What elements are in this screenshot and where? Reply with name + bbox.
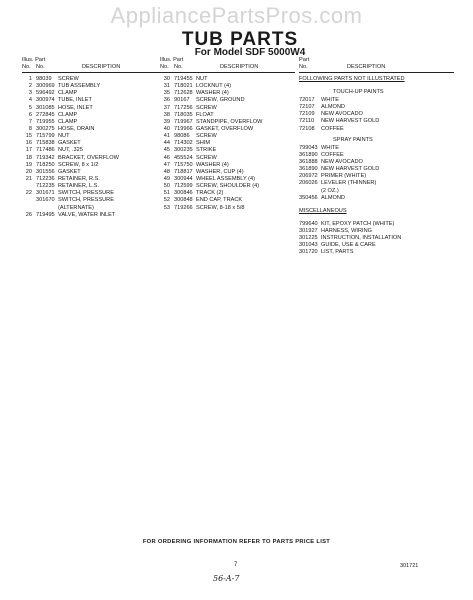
part-number: 98039	[36, 76, 52, 82]
part-number: 717486	[36, 147, 55, 154]
parts-row	[22, 169, 160, 176]
part-description: SCREW, 8 x 1/2	[58, 161, 99, 168]
parts-row	[299, 118, 454, 125]
parts-row	[299, 97, 454, 104]
illus-number: 51	[163, 190, 170, 197]
parts-row	[160, 112, 295, 119]
part-number: 719455	[174, 76, 193, 82]
part-description: WHITE	[321, 144, 340, 151]
part-description: LEVELER (THINNER)	[321, 180, 377, 187]
part-number: 300974	[36, 97, 55, 104]
part-number: 719967	[174, 118, 193, 125]
parts-row	[22, 119, 160, 126]
part-number: 714302	[174, 140, 193, 147]
part-number: 300275	[36, 125, 55, 132]
illus-number: 39	[163, 118, 170, 125]
part-description: END CAP, TRACK	[196, 197, 243, 204]
illus-number: 7	[28, 118, 32, 125]
illus-number: 22	[25, 190, 32, 197]
part-description: TUB ASSEMBLY	[58, 83, 101, 90]
part-number: 718250	[36, 161, 55, 168]
header-part-no: No.	[174, 63, 183, 70]
page-title: TUB PARTS	[181, 29, 299, 50]
parts-row	[160, 126, 295, 133]
part-description: WASHER, CUP (4)	[196, 168, 244, 175]
part-description: STANDPIPE, OVERFLOW	[196, 118, 263, 125]
parts-row	[160, 176, 295, 183]
part-description: ALMOND	[321, 194, 345, 201]
part-number: 272845	[36, 111, 55, 118]
part-description: SCREW	[58, 76, 79, 82]
column-header	[299, 57, 454, 71]
parts-row	[299, 249, 454, 256]
parts-row	[299, 195, 454, 202]
parts-row	[160, 205, 295, 212]
part-description: HARNESS, WIRING	[321, 227, 372, 234]
part-number: 718035	[174, 111, 193, 118]
part-description: LOCKNUT (4)	[196, 83, 232, 90]
header-part: Part	[299, 57, 310, 63]
part-number: 301720	[299, 249, 318, 256]
part-description: NUT	[58, 133, 70, 140]
parts-row	[299, 173, 454, 180]
parts-row	[22, 112, 160, 119]
illus-number: 21	[25, 175, 32, 182]
illus-number: 40	[163, 125, 170, 132]
part-description: TUBE, INLET	[58, 97, 92, 104]
illus-number: 8	[28, 125, 32, 132]
part-description: KIT, EPOXY PATCH (WHITE)	[321, 220, 395, 227]
illus-number: 5	[28, 104, 32, 111]
part-description: NEW HARVEST GOLD	[321, 118, 380, 125]
part-description: VALVE, WATER INLET	[58, 211, 116, 218]
parts-row	[299, 126, 454, 133]
part-number: 98086	[174, 133, 190, 140]
illus-number: 16	[25, 140, 32, 147]
header-rule	[160, 72, 295, 73]
section-miscellaneous: MISCELLANEOUS	[299, 207, 347, 214]
part-description: SCREW	[196, 104, 217, 111]
part-description: COFFEE	[321, 125, 344, 132]
illus-number: 15	[25, 133, 32, 140]
part-number: 361888	[299, 158, 318, 165]
column-header	[160, 57, 295, 71]
part-description: COFFEE	[321, 151, 344, 158]
header-part-no: No.	[36, 63, 45, 70]
illus-number: 4	[28, 97, 32, 104]
parts-row	[299, 188, 454, 195]
part-number: 300969	[36, 83, 55, 90]
illus-number: 20	[25, 168, 32, 175]
parts-row	[22, 140, 160, 147]
part-description: GUIDE, USE & CARE	[321, 242, 376, 249]
illus-number: 38	[163, 111, 170, 118]
parts-row	[299, 242, 454, 249]
illus-number: 52	[163, 197, 170, 204]
header-no: No.	[160, 63, 169, 70]
parts-row	[22, 162, 160, 169]
parts-row	[160, 190, 295, 197]
parts-row	[160, 83, 295, 90]
header-part-no: No.	[299, 63, 308, 70]
illus-number: 2	[28, 83, 32, 90]
header-rule	[22, 72, 160, 73]
part-number: 301671	[36, 190, 55, 197]
parts-row	[160, 76, 295, 83]
parts-row	[299, 180, 454, 187]
illus-number: 3	[28, 90, 32, 97]
illus-number: 1	[28, 76, 32, 82]
illus-number: 6	[28, 111, 32, 118]
part-number: 72108	[299, 125, 315, 132]
header-no: No.	[22, 63, 31, 70]
part-description: CLAMP	[58, 118, 78, 125]
part-description: FLOAT	[196, 111, 214, 118]
illus-number: 17	[25, 147, 32, 154]
illus-number: 46	[163, 154, 170, 161]
parts-row	[299, 228, 454, 235]
part-description: NEW AVOCADO	[321, 111, 363, 118]
part-number: 72110	[299, 118, 315, 125]
part-description: (2 OZ.)	[321, 187, 339, 194]
part-number: 719266	[174, 204, 193, 211]
header-description: DESCRIPTION	[347, 63, 386, 70]
parts-row	[22, 155, 160, 162]
part-number: 206026	[299, 180, 318, 187]
parts-row	[160, 183, 295, 190]
parts-row	[22, 183, 160, 190]
part-description: RETAINER, R.S.	[58, 175, 100, 182]
illus-number: 35	[163, 90, 170, 97]
part-number: 719955	[36, 118, 55, 125]
parts-row	[160, 97, 295, 104]
parts-row	[160, 140, 295, 147]
parts-row	[22, 76, 160, 83]
part-description: SCREW, SHOULDER (4)	[196, 183, 260, 190]
part-description: SCREW	[196, 133, 217, 140]
parts-row	[299, 104, 454, 111]
part-description: WASHER (4)	[196, 161, 229, 168]
part-number: 301927	[299, 227, 318, 234]
part-number: 90167	[174, 97, 190, 104]
part-number: 300848	[174, 197, 193, 204]
header-description: DESCRIPTION	[220, 63, 259, 70]
subhead-spray-paints: SPRAY PAINTS	[333, 136, 373, 143]
part-description: GASKET	[58, 140, 81, 147]
part-description: HOSE, DRAIN	[58, 125, 95, 132]
illus-number: 26	[25, 211, 32, 218]
watermark: AppliancePartsPros.com	[110, 3, 363, 28]
parts-row	[22, 212, 160, 219]
column-header	[22, 57, 160, 71]
parts-row	[22, 126, 160, 133]
part-description: RETAINER, L.S.	[58, 183, 99, 190]
illus-number: 19	[25, 161, 32, 168]
parts-row	[22, 147, 160, 154]
part-description: SWITCH, PRESSURE	[58, 197, 114, 204]
part-description: SHIM	[196, 140, 210, 147]
part-number: 361890	[299, 151, 318, 158]
part-description: SCREW, GROUND	[196, 97, 245, 104]
part-number: 300944	[174, 175, 193, 182]
part-number: 301085	[36, 104, 55, 111]
parts-row	[22, 190, 160, 197]
page-subtitle: For Model SDF 5000W4	[194, 47, 306, 58]
part-number: 719495	[36, 211, 55, 218]
parts-row	[299, 159, 454, 166]
parts-row	[299, 145, 454, 152]
part-description: CLAMP	[58, 111, 78, 118]
part-number: 206972	[299, 173, 318, 180]
illus-number: 31	[163, 83, 170, 90]
header-description: DESCRIPTION	[82, 63, 121, 70]
parts-row	[22, 197, 160, 204]
part-description: NUT, .325	[58, 147, 83, 154]
part-number: 799640	[299, 220, 318, 227]
parts-row	[160, 162, 295, 169]
parts-column-3	[299, 57, 454, 257]
illus-number: 18	[25, 154, 32, 161]
part-number: 799043	[299, 144, 318, 151]
part-number: 712236	[36, 175, 55, 182]
part-description: INSTRUCTION, INSTALLATION	[321, 235, 402, 242]
part-description: PRIMER (WHITE)	[321, 173, 367, 180]
part-number: 715799	[36, 133, 55, 140]
part-number: 72107	[299, 104, 315, 111]
illus-number: 36	[163, 97, 170, 104]
illus-number: 49	[163, 175, 170, 182]
parts-row	[22, 97, 160, 104]
part-number: 300846	[174, 190, 193, 197]
part-description: WASHER (4)	[196, 90, 229, 97]
header-illus-part: Illus. Part	[160, 57, 184, 63]
part-number: 712235	[36, 183, 55, 190]
part-number: 72017	[299, 97, 315, 103]
part-description: BRACKET, OVERFLOW	[58, 154, 119, 161]
parts-row	[160, 197, 295, 204]
part-number: 361890	[299, 166, 318, 173]
part-number: 712628	[174, 90, 193, 97]
page-number: 7	[234, 562, 238, 568]
parts-row	[299, 235, 454, 242]
parts-row	[22, 90, 160, 97]
part-description: WHEEL ASSEMBLY (4)	[196, 175, 255, 182]
parts-row	[160, 105, 295, 112]
part-description: NUT	[196, 76, 208, 82]
part-number: 301556	[36, 168, 55, 175]
parts-row	[299, 166, 454, 173]
parts-row	[22, 83, 160, 90]
part-number: 596492	[36, 90, 55, 97]
parts-column-2	[160, 57, 295, 212]
ordering-footer: FOR ORDERING INFORMATION REFER TO PARTS PRICE LIST	[142, 539, 331, 545]
part-number: 717256	[174, 104, 193, 111]
part-description: SWITCH, PRESSURE	[58, 190, 114, 197]
parts-row	[160, 90, 295, 97]
part-description: HOSE, INLET	[58, 104, 93, 111]
part-number: 715750	[174, 161, 193, 168]
part-description: SCREW, 8-18 x 5/8	[196, 204, 245, 211]
illus-number: 50	[163, 183, 170, 190]
part-description: (ALTERNATE)	[58, 204, 94, 211]
part-number: 715838	[36, 140, 55, 147]
illus-number: 53	[163, 204, 170, 211]
part-description: NEW HARVEST GOLD	[321, 166, 380, 173]
part-description: TRACK (2)	[196, 190, 224, 197]
illus-number: 41	[163, 133, 170, 140]
part-number: 718021	[174, 83, 193, 90]
part-number: 301043	[299, 242, 318, 249]
parts-row	[160, 133, 295, 140]
illus-number: 30	[163, 76, 170, 82]
parts-row	[299, 221, 454, 228]
parts-row	[22, 105, 160, 112]
part-number: 301225	[299, 235, 318, 242]
part-description: SCREW	[196, 154, 217, 161]
part-description: WHITE	[321, 97, 340, 103]
part-number: 72109	[299, 111, 315, 118]
part-description: LIST, PARTS	[321, 249, 354, 256]
handwritten-note: 56-A-7	[213, 574, 240, 583]
part-description: STRIKE	[196, 147, 217, 154]
parts-row	[22, 133, 160, 140]
parts-row	[160, 169, 295, 176]
part-description: ALMOND	[321, 104, 345, 111]
part-number: 350456	[299, 194, 318, 201]
header-illus-part: Illus. Part	[22, 57, 46, 63]
parts-row	[22, 176, 160, 183]
section-not-illustrated: FOLLOWING PARTS NOT ILLUSTRATED	[299, 76, 405, 82]
parts-row	[22, 205, 160, 212]
illus-number: 37	[163, 104, 170, 111]
part-number: 719342	[36, 154, 55, 161]
parts-row	[160, 155, 295, 162]
part-number: 712599	[174, 183, 193, 190]
part-description: GASKET, OVERFLOW	[196, 125, 254, 132]
part-number: 455524	[174, 154, 193, 161]
subhead-touchup-paints: TOUCH-UP PAINTS	[333, 89, 384, 95]
part-number: 718817	[174, 168, 193, 175]
part-description: CLAMP	[58, 90, 78, 97]
part-number: 719966	[174, 125, 193, 132]
parts-row	[160, 119, 295, 126]
parts-row	[299, 111, 454, 118]
illus-number: 45	[163, 147, 170, 154]
illus-number: 44	[163, 140, 170, 147]
part-description: GASKET	[58, 168, 81, 175]
part-number: 301670	[36, 197, 55, 204]
parts-row	[160, 147, 295, 154]
parts-row	[299, 152, 454, 159]
part-description: NEW AVOCADO	[321, 158, 363, 165]
illus-number: 48	[163, 168, 170, 175]
illus-number: 47	[163, 161, 170, 168]
parts-column-1	[22, 57, 160, 219]
document-number: 301721	[400, 563, 419, 569]
part-number: 300235	[174, 147, 193, 154]
header-rule	[299, 72, 454, 73]
